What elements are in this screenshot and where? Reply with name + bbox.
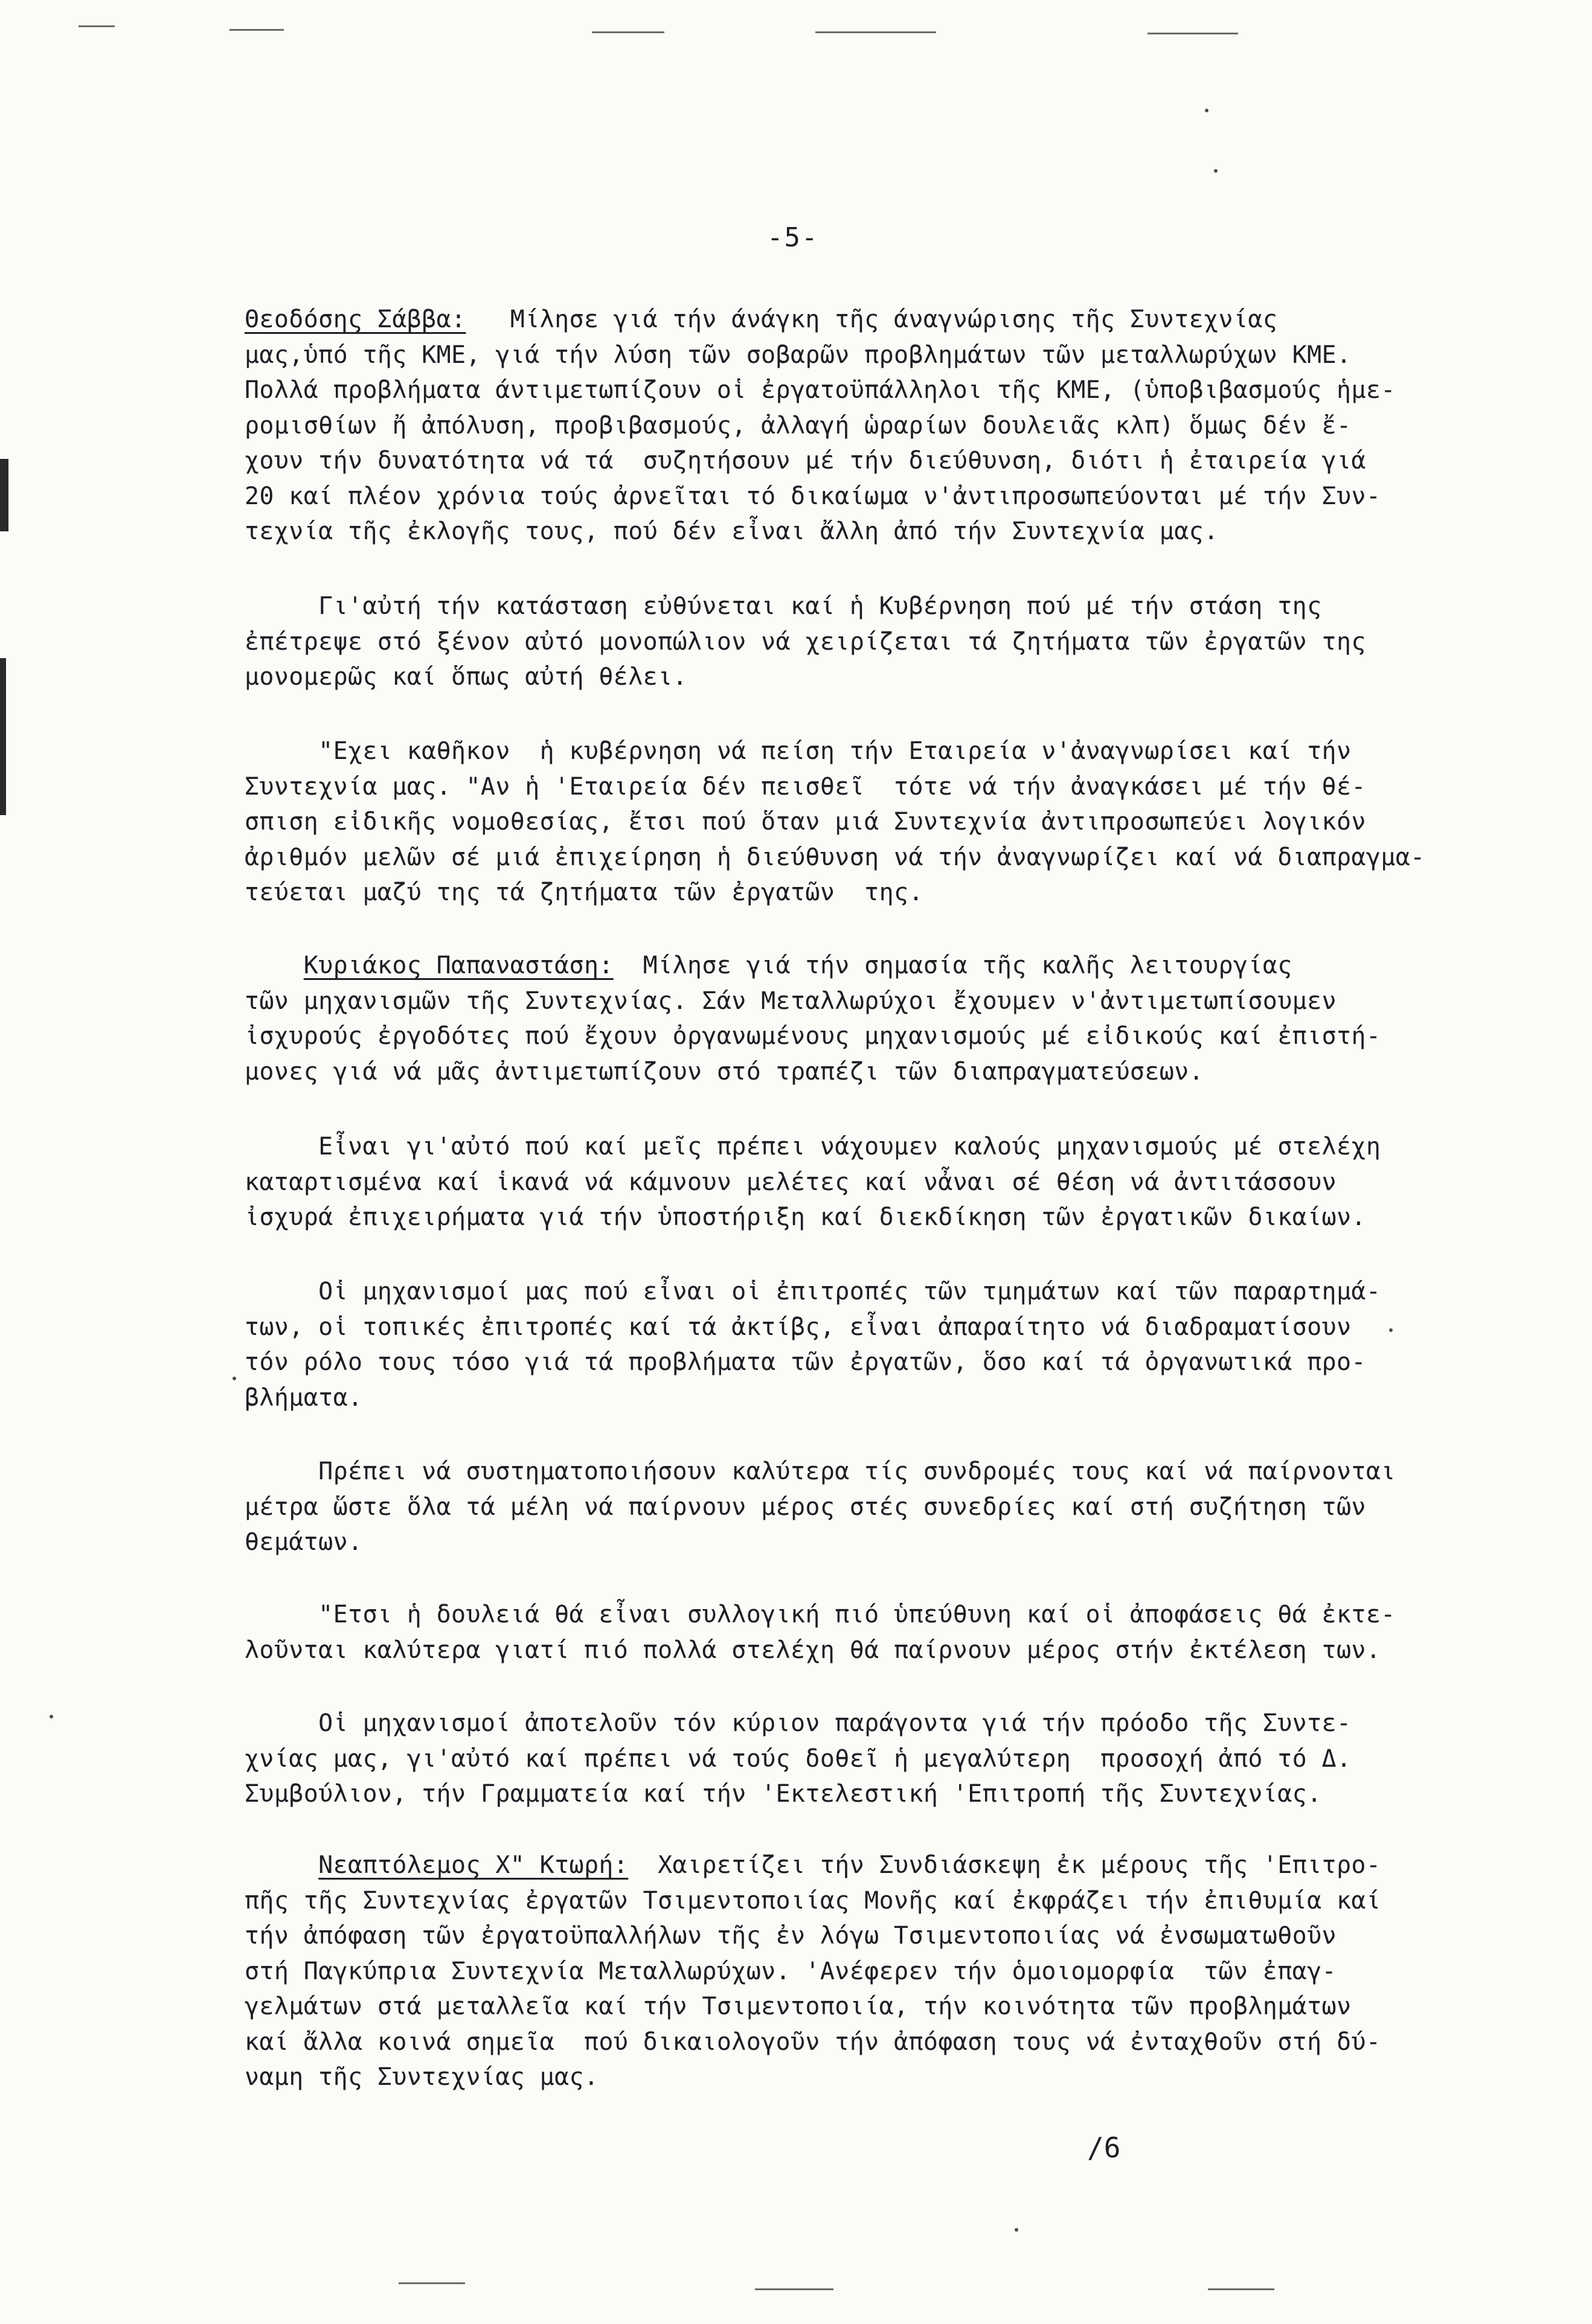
text-line: ρομισθίων ἤ ἀπόλυση, προβιβασμούς, ἀλλαγή ὡραρίων δουλειᾶς κλπ) ὅμως δέν ἔ- — [245, 411, 1352, 440]
scan-dash — [229, 29, 284, 31]
paragraph — [245, 1129, 1440, 1235]
paragraph — [245, 1848, 1440, 2095]
paragraph — [245, 1274, 1440, 1415]
text-line: θεμάτων. — [245, 1528, 363, 1556]
text-line: μέτρα ὥστε ὅλα τά μέλη νά παίρνουν μέρος στές συνεδρίες καί στή συζήτηση τῶν — [245, 1493, 1366, 1521]
next-page-reference: /6 — [1087, 2131, 1121, 2164]
speaker-name: Θεοδόσης Σάββα: — [245, 306, 466, 333]
scan-speck — [1015, 2228, 1018, 2232]
scan-dash — [755, 2288, 833, 2290]
text-line: βλήματα. — [245, 1383, 363, 1412]
text-line: "Εχει καθῆκον ἡ κυβέρνηση νά πείση τήν Εταιρεία ν'ἀναγνωρίσει καί τήν — [245, 737, 1352, 765]
text-line: καί ἄλλα κοινά σημεῖα πού δικαιολογοῦν τήν ἀπόφαση τους νά ἐνταχθοῦν στή δύ- — [245, 2028, 1381, 2056]
scan-speck — [1214, 169, 1218, 173]
text-line: τόν ρόλο τους τόσο γιά τά προβλήματα τῶν ἐργατῶν, ὅσο καί τά ὀργανωτικά προ- — [245, 1348, 1366, 1376]
text-line: γελμάτων στά μεταλλεῖα καί τήν Τσιμεντοποιία, τήν κοινότητα τῶν προβλημάτων — [245, 1993, 1352, 2020]
text-line: μονες γιά νά μᾶς ἀντιμετωπίζουν στό τραπέζι τῶν διαπραγματεύσεων. — [245, 1057, 1204, 1086]
text-line: ἐπέτρεψε στό ξένον αὐτό μονοπώλιον νά χειρίζεται τά ζητήματα τῶν ἐργατῶν της — [245, 627, 1366, 656]
text-line: τῶν μηχανισμῶν τῆς Συντεχνίας. Σάν Μεταλλωρύχοι ἔχουμεν ν'ἀντιμετωπίσουμεν — [245, 987, 1337, 1015]
text-line: Πρέπει νά συστηματοποιήσουν καλύτερα τίς συνδρομές τους καί νά παίρνονται — [245, 1458, 1396, 1485]
text-line: χουν τήν δυνατότητα νά τά συζητήσουν μέ τήν διεύθυνση, διότι ἡ ἐταιρεία γιά — [245, 447, 1366, 475]
text-line: ἀριθμόν μελῶν σέ μιά ἐπιχείρηση ἡ διεύθυνση νά τήν ἀναγνωρίζει καί νά διαπραγμα- — [245, 843, 1425, 871]
text-line: 20 καί πλέον χρόνια τούς ἀρνεῖται τό δικαίωμα ν'ἀντιπροσωπεύονται μέ τήν Συν- — [245, 482, 1381, 510]
text-line: Εἶναι γι'αὐτό πού καί μεῖς πρέπει νάχουμεν καλούς μηχανισμούς μέ στελέχη — [245, 1133, 1381, 1160]
paragraph — [245, 589, 1440, 695]
paragraph — [245, 734, 1440, 911]
text-line — [245, 948, 1440, 984]
scan-dash — [79, 25, 115, 27]
page-number: -5- — [767, 222, 819, 253]
text-line: σπιση εἰδικῆς νομοθεσίας, ἔτσι πού ὅταν μιά Συντεχνία ἀντιπροσωπεύει λογικόν — [245, 808, 1366, 836]
scan-speck — [50, 1715, 53, 1718]
speaker-text: Μίλησε γιά τήν σημασία τῆς καλῆς λειτουργίας — [613, 952, 1292, 979]
paragraph — [245, 948, 1440, 1089]
text-line: Πολλά προβλήματα άντιμετωπίζουν οἱ ἐργατοϋπάλληλοι τῆς ΚΜΕ, (ὑποβιβασμούς ἡμε- — [245, 376, 1396, 404]
text-line: Συντεχνία μας. "Αν ἡ 'Εταιρεία δέν πεισθεῖ τότε νά τήν ἀναγκάσει μέ τήν θέ- — [245, 772, 1366, 801]
text-line: πῆς τῆς Συντεχνίας ἐργατῶν Τσιμεντοποιίας Μονῆς καί ἐκφράζει τήν ἐπιθυμία καί — [245, 1886, 1381, 1915]
text-line: καταρτισμένα καί ἱκανά νά κάμνουν μελέτες καί νἆναι σέ θέση νά ἀντιτάσσουν — [245, 1168, 1337, 1196]
text-line: "Ετσι ἡ δουλειά θά εἶναι συλλογική πιό ὑπεύθυνη καί οἱ ἀποφάσεις θά ἐκτε- — [245, 1601, 1396, 1628]
text-line: ἰσχυρά ἐπιχειρήματα γιά τήν ὑποστήριξη καί διεκδίκηση τῶν ἐργατικῶν δικαίων. — [245, 1203, 1366, 1231]
scan-dash — [1147, 33, 1238, 34]
text-line: τεχνία τῆς ἐκλογῆς τους, πού δέν εἶναι ἄλλη ἀπό τήν Συντεχνία μας. — [245, 517, 1219, 545]
scan-dash — [592, 31, 664, 33]
speaker-text: Μίλησε γιά τήν άνάγκη τῆς άναγνώρισης τῆς Συντεχνίας — [466, 306, 1278, 333]
text-line: στή Παγκύπρια Συντεχνία Μεταλλωρύχων. 'Ανέφερεν τήν ὁμοιομορφία τῶν ἐπαγ- — [245, 1957, 1337, 1985]
speaker-name: Κυριάκος Παπαναστάση: — [303, 952, 614, 979]
scan-dash — [1208, 2288, 1274, 2290]
text-line: μονομερῶς καί ὅπως αὐτή θέλει. — [245, 663, 687, 691]
text-line: τεύεται μαζύ της τά ζητήματα τῶν ἐργατῶν της. — [245, 879, 923, 906]
text-line: μας,ὑπό τῆς ΚΜΕ, γιά τήν λύση τῶν σοβαρῶν προβλημάτων τῶν μεταλλωρύχων ΚΜΕ. — [245, 341, 1352, 369]
scan-speck — [1205, 109, 1208, 112]
text-line: Οἱ μηχανισμοί ἀποτελοῦν τόν κύριον παράγοντα γιά τήν πρόοδο τῆς Συντε- — [245, 1709, 1352, 1737]
text-line: Οἱ μηχανισμοί μας πού εἶναι οἱ ἐπιτροπές τῶν τμημάτων καί τῶν παραρτημά- — [245, 1278, 1381, 1305]
scan-dash — [399, 2282, 465, 2284]
text-line — [245, 302, 1440, 338]
paragraph — [245, 302, 1440, 549]
text-line: χνίας μας, γι'αὐτό καί πρέπει νά τούς δοθεῖ ἡ μεγαλύτερη προσοχή ἀπό τό Δ. — [245, 1744, 1352, 1773]
binder-hole-mark — [0, 658, 6, 815]
text-line: τήν ἀπόφαση τῶν ἐργατοϋπαλλήλων τῆς ἐν λόγω Τσιμεντοποιίας νά ἐνσωματωθοῦν — [245, 1922, 1337, 1950]
binder-hole-mark — [0, 459, 8, 531]
scan-speck — [233, 1377, 236, 1380]
text-line — [245, 1848, 1440, 1883]
text-line: λοῦνται καλύτερα γιατί πιό πολλά στελέχη θά παίρνουν μέρος στήν ἐκτέλεση των. — [245, 1636, 1381, 1664]
paragraph — [245, 1706, 1440, 1812]
text-line: ἰσχυρούς ἐργοδότες πού ἔχουν ὀργανωμένους μηχανισμούς μέ εἰδικούς καί ἐπιστή- — [245, 1022, 1381, 1050]
text-line: Συμβούλιον, τήν Γραμματεία καί τήν 'Εκτελεστική 'Επιτροπή τῆς Συντεχνίας. — [245, 1780, 1322, 1808]
text-line: ναμη τῆς Συντεχνίας μας. — [245, 2063, 599, 2091]
speaker-name: Νεαπτόλεμος Χ" Κτωρή: — [318, 1851, 629, 1879]
text-line: Γι'αὐτή τήν κατάσταση εὐθύνεται καί ἡ Κυβέρνηση πού μέ τήν στάση της — [245, 592, 1322, 620]
paragraph — [245, 1454, 1440, 1560]
text-line: των, οἱ τοπικές ἐπιτροπές καί τά ἀκτίβς, εἶναι ἀπαραίτητο νά διαδραματίσουν — [245, 1313, 1352, 1341]
speaker-text: Χαιρετίζει τήν Συνδιάσκεψη ἐκ μέρους τῆς 'Επιτρο- — [628, 1851, 1381, 1879]
paragraph — [245, 1597, 1440, 1668]
scan-dash — [815, 31, 936, 33]
